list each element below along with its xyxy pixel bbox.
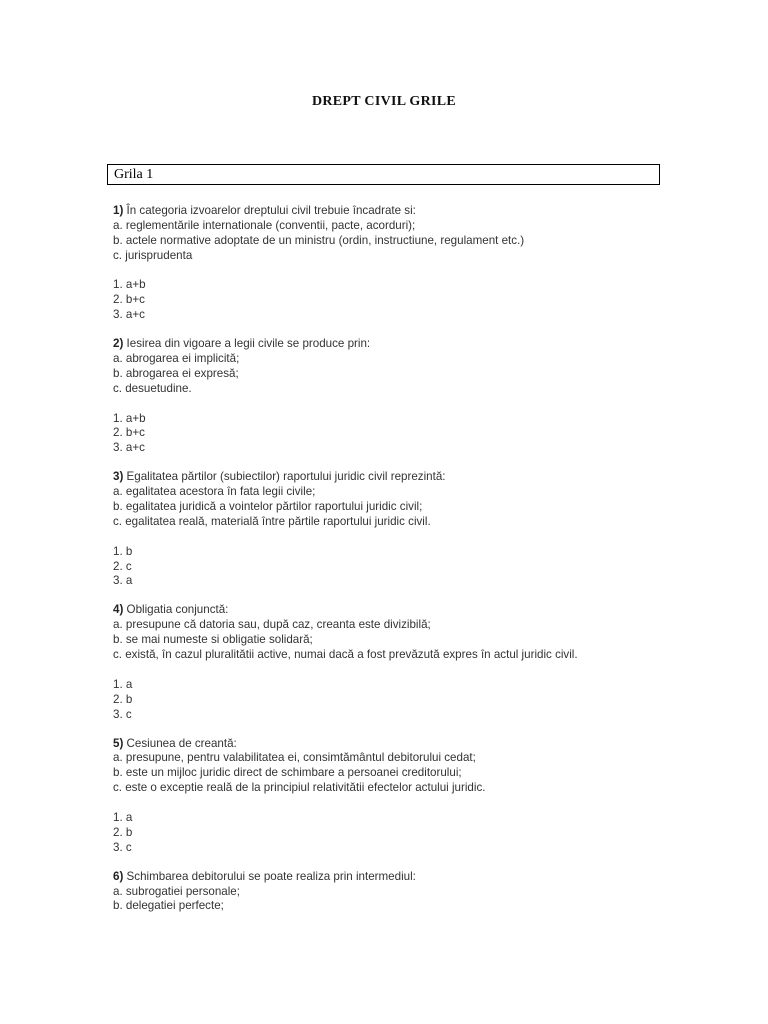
answer-choice: 1. a+b: [113, 411, 146, 425]
answer-variant: a. presupune că datoria sau, după caz, creanta este divizibilă;: [113, 618, 431, 632]
answer-choices: [113, 811, 673, 856]
question-block: [113, 337, 673, 456]
question-stem: [113, 870, 673, 885]
answer-variant: b. se mai numeste si obligatie solidară;: [113, 633, 313, 647]
question-stem: [113, 737, 673, 752]
answer-choice: 1. a: [113, 810, 133, 824]
question-block: [113, 737, 673, 856]
question-text: Iesirea din vigoare a legii civile se produce prin:: [126, 337, 371, 351]
answer-variant: c. este o exceptie reală de la principiul relativitătii efectelor actului juridic.: [113, 781, 486, 795]
answer-choice: 1. a+b: [113, 278, 146, 292]
answer-variant: a. abrogarea ei implicită;: [113, 352, 240, 366]
question-text: Egalitatea părtilor (subiectilor) raportului juridic civil reprezintă:: [126, 470, 446, 484]
answer-choices: [113, 545, 673, 590]
question-block: [113, 603, 673, 722]
answer-choice: 3. a: [113, 574, 133, 588]
answer-variant: c. egalitatea reală, materială între părtile raportului juridic civil.: [113, 514, 431, 528]
question-text: Cesiunea de creantă:: [126, 736, 237, 750]
question-number: 6): [113, 869, 124, 883]
question-number: 2): [113, 337, 124, 351]
answer-choices: [113, 412, 673, 457]
answer-variant: a. subrogatiei personale;: [113, 884, 240, 898]
question-stem: [113, 337, 673, 352]
answer-choice: 2. b: [113, 825, 133, 839]
answer-variant: c. există, în cazul pluralitătii active, numai dacă a fost prevăzută expres în actul juridic civil.: [113, 648, 578, 662]
answer-variant: a. presupune, pentru valabilitatea ei, consimtământul debitorului cedat;: [113, 751, 476, 765]
question-number: 5): [113, 736, 124, 750]
questions-list: [113, 204, 673, 928]
answer-variant: b. abrogarea ei expresă;: [113, 366, 239, 380]
question-number: 4): [113, 603, 124, 617]
answer-variant: a. egalitatea acestora în fata legii civile;: [113, 485, 316, 499]
answer-choice: 1. b: [113, 544, 133, 558]
answer-choice: 3. a+c: [113, 441, 145, 455]
section-header-box: [107, 164, 660, 185]
question-number: 3): [113, 470, 124, 484]
question-text: Obligatia conjunctă:: [126, 603, 229, 617]
question-number: 1): [113, 204, 124, 217]
answer-choices: [113, 278, 673, 323]
question-stem: [113, 204, 673, 219]
answer-choice: 1. a: [113, 677, 133, 691]
answer-choice: 2. b: [113, 692, 133, 706]
answer-choice: 2. b+c: [113, 293, 145, 307]
page-title: DREPT CIVIL GRILE: [311, 94, 457, 109]
question-block: [113, 870, 673, 915]
question-text: În categoria izvoarelor dreptului civil trebuie încadrate si:: [126, 204, 416, 217]
answer-variant: b. actele normative adoptate de un ministru (ordin, instructiune, regulament etc.): [113, 233, 525, 247]
answer-variant: b. este un mijloc juridic direct de schimbare a persoanei creditorului;: [113, 766, 462, 780]
question-block: [113, 204, 673, 323]
question-stem: [113, 470, 673, 485]
question-stem: [113, 603, 673, 618]
section-label: Grila 1: [114, 167, 154, 182]
answer-variant: b. delegatiei perfecte;: [113, 899, 224, 913]
answer-choice: 3. c: [113, 707, 132, 721]
answer-choices: [113, 678, 673, 723]
question-text: Schimbarea debitorului se poate realiza prin intermediul:: [126, 869, 416, 883]
answer-variant: b. egalitatea juridică a vointelor părtilor raportului juridic civil;: [113, 500, 423, 514]
answer-variant: c. jurisprudenta: [113, 248, 193, 262]
answer-variant: a. reglementările internationale (conventii, pacte, acorduri);: [113, 218, 416, 232]
answer-choice: 3. c: [113, 840, 132, 854]
answer-choice: 2. c: [113, 559, 132, 573]
answer-variant: c. desuetudine.: [113, 381, 192, 395]
answer-choice: 3. a+c: [113, 308, 145, 322]
answer-choice: 2. b+c: [113, 426, 145, 440]
question-block: [113, 470, 673, 589]
